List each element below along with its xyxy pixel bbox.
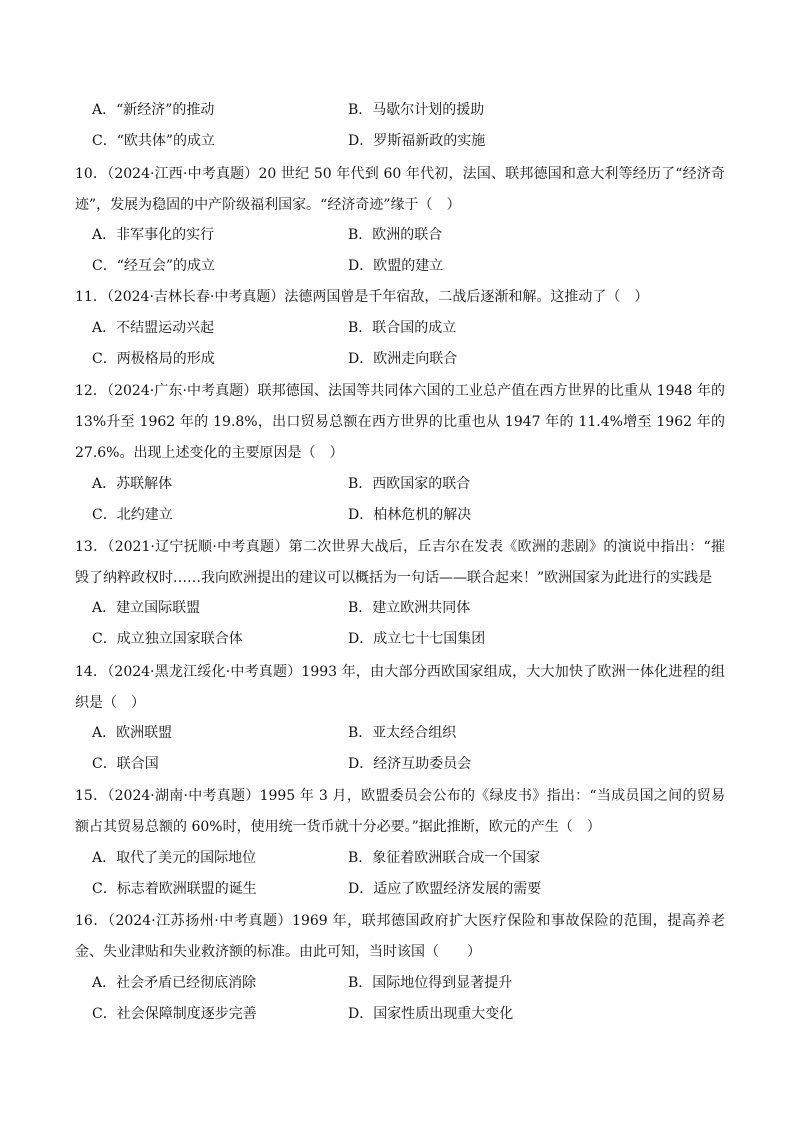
option-row xyxy=(92,500,652,531)
question-15-options xyxy=(92,843,652,905)
option-c[interactable]: C．北约建立 xyxy=(92,507,173,523)
option-a[interactable]: A．社会矛盾已经彻底消除 xyxy=(92,975,257,991)
option-c[interactable]: C．联合国 xyxy=(92,756,159,772)
option-c[interactable]: C．“经互会”的成立 xyxy=(92,258,216,274)
question-10-stem: 10．（2024·江西·中考真题）20 世纪 50 年代到 60 年代初，法国、联邦德国和意大利等经历了“经济奇迹”，发展为稳固的中产阶级福利国家。“经济奇迹”缘于（ ） xyxy=(75,166,725,213)
option-b[interactable]: B．西欧国家的联合 xyxy=(348,476,471,492)
option-d[interactable]: D．国家性质出现重大变化 xyxy=(348,1006,514,1022)
option-b[interactable]: B．建立欧洲共同体 xyxy=(348,600,471,616)
question-14-options xyxy=(92,718,652,780)
option-a[interactable]: A．不结盟运动兴起 xyxy=(92,320,215,336)
option-c[interactable]: C．标志着欧洲联盟的诞生 xyxy=(92,881,257,897)
question-10-options xyxy=(92,220,652,282)
option-d[interactable]: D．经济互助委员会 xyxy=(348,756,472,772)
question-11-options xyxy=(92,313,652,375)
question-14-stem: 14．（2024·黑龙江绥化·中考真题）1993 年，由大部分西欧国家组成，大大加快了欧洲一体化进程的组织是（ ） xyxy=(75,664,725,711)
option-a[interactable]: A．苏联解体 xyxy=(92,476,173,492)
option-row xyxy=(92,749,652,780)
option-row xyxy=(92,999,652,1030)
option-d[interactable]: D．柏林危机的解决 xyxy=(348,507,472,523)
option-a[interactable]: A．非军事化的实行 xyxy=(92,227,215,243)
question-13-stem: 13．（2021·辽宁抚顺·中考真题）第二次世界大战后，丘吉尔在发表《欧洲的悲剧》的演说中指出：“摧毁了纳粹政权时……我向欧洲提出的建议可以概括为一句话——联合起来！”欧洲国家为此进行的实践是 xyxy=(75,539,725,586)
option-row xyxy=(92,593,652,624)
option-row xyxy=(92,126,652,157)
option-b[interactable]: B．马歇尔计划的援助 xyxy=(348,102,485,118)
option-row xyxy=(92,469,652,500)
question-15-stem: 15．（2024·湖南·中考真题）1995 年 3 月，欧盟委员会公布的《绿皮书》指出：“当成员国之间的贸易额占其贸易总额的 60%时，使用统一货币就十分必要。”据此推断，欧元的产生（ ） xyxy=(75,788,725,835)
option-row xyxy=(92,251,652,282)
option-row xyxy=(92,624,652,655)
option-row xyxy=(92,313,652,344)
question-16-stem: 16．（2024·江苏扬州·中考真题）1969 年，联邦德国政府扩大医疗保险和事故保险的范围，提高养老金、失业津贴和失业救济额的标准。由此可知，当时该国（ ） xyxy=(75,913,725,960)
option-d[interactable]: D．欧盟的建立 xyxy=(348,258,444,274)
option-a[interactable]: A．“新经济”的推动 xyxy=(92,102,215,118)
option-row xyxy=(92,968,652,999)
option-d[interactable]: D．罗斯福新政的实施 xyxy=(348,133,486,149)
option-b[interactable]: B．联合国的成立 xyxy=(348,320,457,336)
question-9-options xyxy=(92,95,652,157)
question-12-options xyxy=(92,469,652,531)
option-row xyxy=(92,874,652,905)
option-row xyxy=(92,220,652,251)
option-a[interactable]: A．取代了美元的国际地位 xyxy=(92,850,257,866)
option-d[interactable]: D．欧洲走向联合 xyxy=(348,351,458,367)
question-11-stem: 11．（2024·吉林长春·中考真题）法德两国曾是千年宿敌，二战后逐渐和解。这推动了（ ） xyxy=(75,289,649,305)
option-d[interactable]: D．适应了欧盟经济发展的需要 xyxy=(348,881,542,897)
option-d[interactable]: D．成立七十七国集团 xyxy=(348,631,486,647)
option-c[interactable]: C．两极格局的形成 xyxy=(92,351,215,367)
option-row xyxy=(92,718,652,749)
option-row xyxy=(92,843,652,874)
option-b[interactable]: B．亚太经合组织 xyxy=(348,725,457,741)
question-12-stem: 12．（2024·广东·中考真题）联邦德国、法国等共同体六国的工业总产值在西方世界的比重从 1948 年的 13%升至 1962 年的 19.8%，出口贸易总额在西方世界的比重也从 1947 年的 11.4%增至 1962 年的 27.6%。出现上述变化的主要原因是（ ） xyxy=(75,383,725,461)
option-a[interactable]: A．建立国际联盟 xyxy=(92,600,201,616)
question-13-options xyxy=(92,593,652,655)
option-c[interactable]: C．社会保障制度逐步完善 xyxy=(92,1006,257,1022)
option-row xyxy=(92,95,652,126)
option-c[interactable]: C．“欧共体”的成立 xyxy=(92,133,216,149)
option-b[interactable]: B．国际地位得到显著提升 xyxy=(348,975,513,991)
option-b[interactable]: B．象征着欧洲联合成一个国家 xyxy=(348,850,541,866)
option-a[interactable]: A．欧洲联盟 xyxy=(92,725,173,741)
question-16-options xyxy=(92,968,652,1030)
option-c[interactable]: C．成立独立国家联合体 xyxy=(92,631,243,647)
option-b[interactable]: B．欧洲的联合 xyxy=(348,227,443,243)
option-row xyxy=(92,344,652,375)
